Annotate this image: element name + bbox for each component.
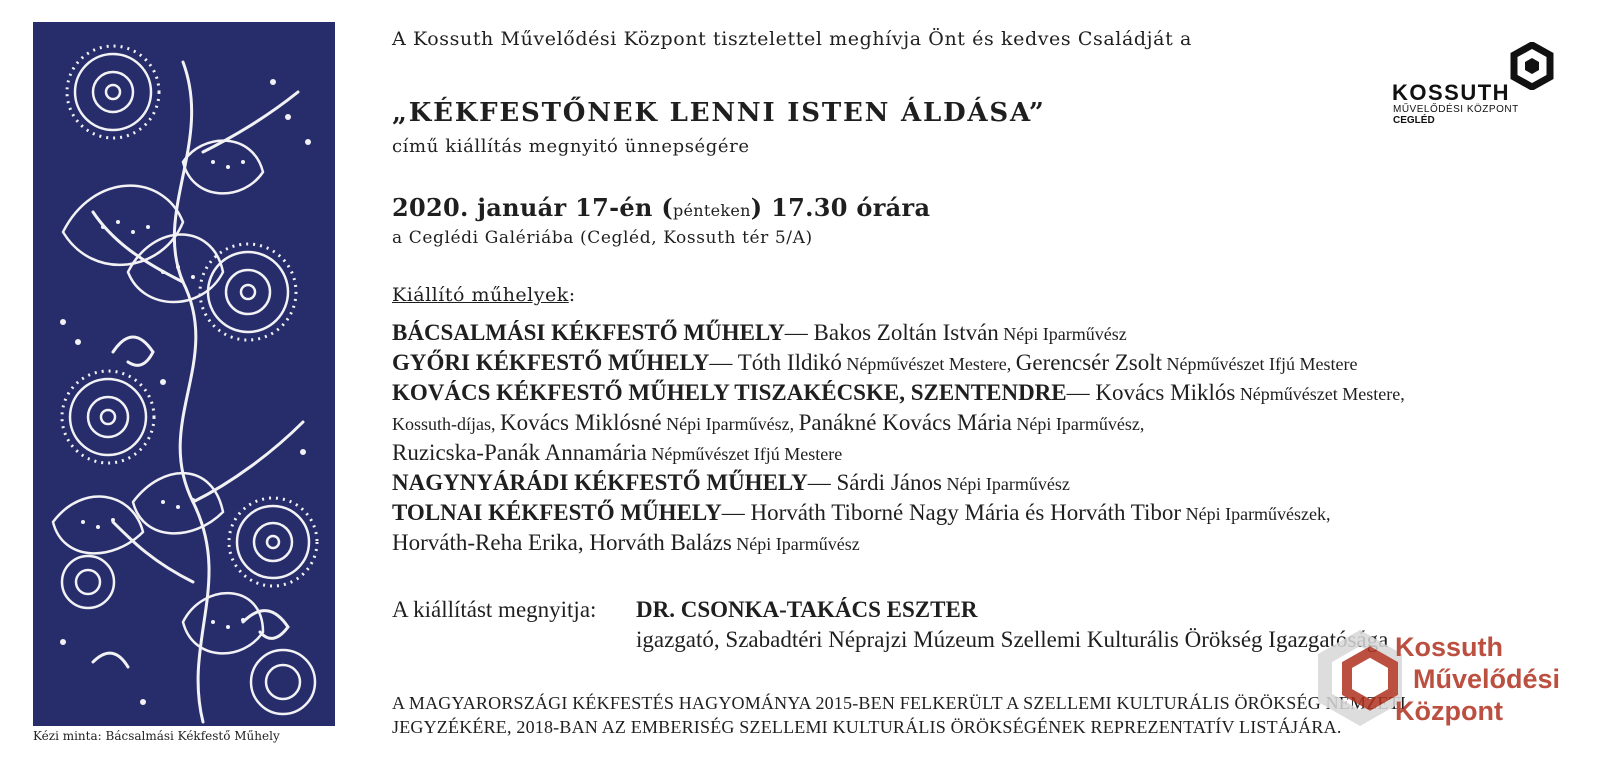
exhibitors-heading-text: Kiállító műhelyek (392, 284, 569, 306)
artist-name: Gerencsér Zsolt (1015, 350, 1163, 375)
artist-title: Népi Iparművész (998, 324, 1127, 344)
exhibitors-heading (392, 284, 576, 306)
artist-name: Ruzicska-Panák Annamária (392, 440, 647, 465)
exhibitor-line (392, 438, 1592, 468)
artist-name: Bakos Zoltán István (813, 320, 999, 345)
artist-name: Panákné Kovács Mária (798, 410, 1012, 435)
logo-subtitle: MŰVELŐDÉSI KÖZPONT (1393, 104, 1519, 115)
invitation-intro: A Kossuth Művelődési Központ tisztelettel meghívja Önt és kedves Családját a (392, 28, 1192, 50)
blue-print-pattern-image (33, 22, 335, 726)
exhibition-subtitle: című kiállítás megnyitó ünnepségére (392, 136, 750, 157)
artist-name: Horváth Tiborné Nagy Mária és Horváth Tibor (750, 500, 1182, 525)
exhibitors-heading-colon: : (568, 284, 576, 306)
artist-title: Népművészet Mestere, (841, 354, 1016, 374)
artist-title: Kossuth-díjas, (392, 414, 500, 434)
exhibitor-line (392, 408, 1592, 438)
date-time: ) 17.30 órára (750, 193, 931, 222)
artist-title: Népi Iparművészek, (1181, 504, 1331, 524)
exhibitor-line (392, 318, 1592, 348)
separator-dash: — (1066, 380, 1096, 405)
date-main: 2020. január 17-én ( (392, 193, 673, 222)
separator-dash: — (709, 350, 738, 375)
workshop-name: NAGYNYÁRÁDI KÉKFESTŐ MŰHELY (392, 470, 808, 495)
opener-name: DR. CSONKA-TAKÁCS ESZTER (636, 597, 978, 622)
event-date (392, 193, 930, 222)
separator-dash: — (807, 470, 837, 495)
artist-title: Népművészet Mestere, (1235, 384, 1405, 404)
artist-name: Sárdi János (836, 470, 942, 495)
exhibitor-line (392, 468, 1592, 498)
watermark-line-1: Kossuth (1395, 632, 1503, 662)
floral-pattern-graphic (33, 22, 335, 726)
artist-title: Népi Iparművész (731, 534, 860, 554)
date-day: pénteken (672, 201, 751, 220)
watermark-line-3: Központ (1395, 696, 1503, 726)
kossuth-logo (1390, 42, 1560, 126)
workshop-name: KOVÁCS KÉKFESTŐ MŰHELY TISZAKÉCSKE, SZENTENDRE (392, 380, 1067, 405)
footer-line-1: A MAGYARORSZÁGI KÉKFESTÉS HAGYOMÁNYA 2015-BEN FELKERÜLT A SZELLEMI KULTURÁLIS ÖRÖKSÉG NEMZETI (392, 693, 1406, 713)
exhibition-title: „KÉKFESTŐNEK LENNI ISTEN ÁLDÁSA” (392, 98, 1046, 128)
artist-title: Népművészet Ifjú Mestere (1162, 354, 1358, 374)
artist-name: Kovács Miklós (1095, 380, 1236, 405)
workshop-name: GYŐRI KÉKFESTŐ MŰHELY (392, 350, 710, 375)
artist-title: Népi Iparművész, (1011, 414, 1145, 434)
artist-title: Népi Iparművész (941, 474, 1070, 494)
event-venue: a Ceglédi Galériába (Cegléd, Kossuth tér 5/A) (392, 228, 813, 248)
artist-name: Horváth-Reha Erika, Horváth Balázs (392, 530, 732, 555)
kossuth-watermark (1315, 630, 1595, 735)
separator-dash: — (784, 320, 814, 345)
artist-title: Népi Iparművész, (661, 414, 799, 434)
footer-line-2: JEGYZÉKÉRE, 2018-BAN AZ EMBERISÉG SZELLEMI KULTURÁLIS ÖRÖKSÉGÉNEK REPREZENTATÍV LISTÁJÁRA. (392, 717, 1342, 737)
workshop-name: TOLNAI KÉKFESTŐ MŰHELY (392, 500, 722, 525)
workshop-name: BÁCSALMÁSI KÉKFESTŐ MŰHELY (392, 320, 785, 345)
watermark-line-2: Művelődési (1413, 664, 1561, 694)
exhibitor-line (392, 348, 1592, 378)
exhibitor-line (392, 498, 1592, 528)
artist-title: Népművészet Ifjú Mestere (646, 444, 843, 464)
exhibitor-line (392, 528, 1592, 558)
opener-position: igazgató, Szabadtéri Néprajzi Múzeum Szellemi Kulturális Örökség Igazgatósága (636, 627, 1389, 652)
image-caption: Kézi minta: Bácsalmási Kékfestő Műhely (33, 729, 280, 743)
artist-name: Kovács Miklósné (500, 410, 662, 435)
artist-name: Tóth Ildikó (737, 350, 842, 375)
separator-dash: — (721, 500, 751, 525)
opener-label: A kiállítást megnyitja: (392, 597, 597, 622)
logo-wordmark: KOSSUTH (1392, 80, 1511, 105)
exhibitor-list (392, 318, 1592, 558)
exhibitor-line (392, 378, 1592, 408)
hexagon-logo-icon (1508, 42, 1556, 90)
logo-city: CEGLÉD (1393, 115, 1435, 126)
